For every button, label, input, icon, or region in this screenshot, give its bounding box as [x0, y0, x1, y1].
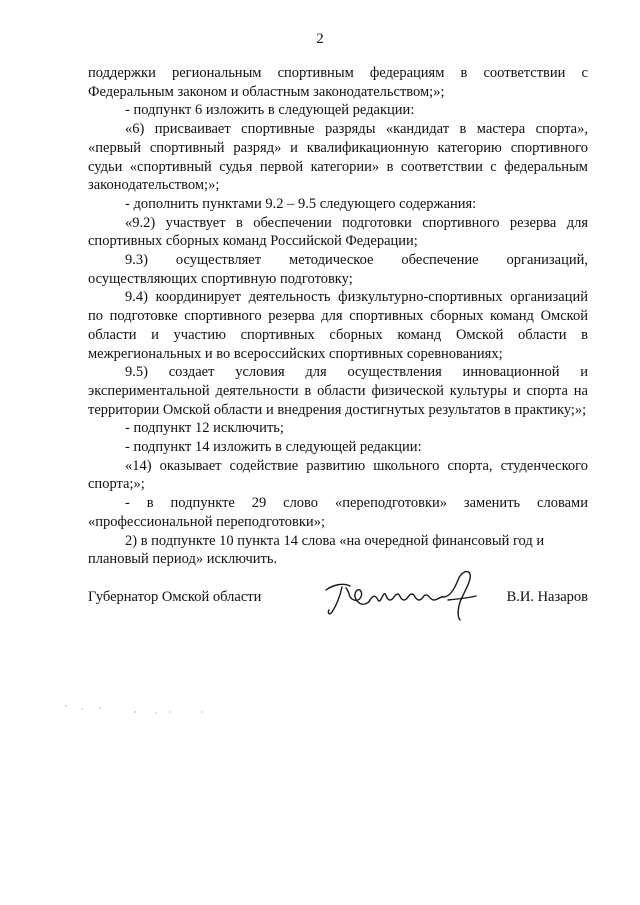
- paragraph: 9.3) осуществляет методическое обеспечение организаций, осуществляющих спортивную подготовку;: [88, 252, 588, 287]
- paragraph: «6) присваивает спортивные разряды «кандидат в мастера спорта», «первый спортивный разряд» и квалификационную категорию спортивного судьи «спортивный судья первой категории» в соответствии с федеральным законодательством;»;: [88, 121, 588, 194]
- paragraph: поддержки региональным спортивным федерациям в соответствии с Федеральным законом и областным законодательством;»;: [88, 65, 588, 100]
- paragraph: - в подпункте 29 слово «переподготовки» заменить словами «профессиональной переподготовки»;: [88, 495, 588, 530]
- scan-specks: [60, 700, 260, 720]
- paragraph: «14) оказывает содействие развитию школьного спорта, студенческого спорта;»;: [88, 457, 588, 493]
- paragraph: 9.5) создает условия для осуществления инновационной и экспериментальной деятельности в области физической культуры и спорта на территории Омской области и внедрения достигнутых результатов в практику;»;: [88, 364, 588, 418]
- paragraph: - дополнить пунктами 9.2 – 9.5 следующего содержания:: [125, 195, 477, 212]
- paragraph: - подпункт 12 исключить;: [125, 420, 284, 437]
- paragraph: 9.4) координирует деятельность физкультурно-спортивных организаций по подготовке спортивного резерва для спортивных сборных команд Омской области и участию спортивных сборных команд Омской области в межрегиональных и во всероссийских спортивных соревнованиях;: [88, 289, 588, 362]
- signatory-title: Губернатор Омской области: [88, 589, 262, 605]
- paragraph: «9.2) участвует в обеспечении подготовки спортивного резерва для спортивных сборных команд Российской Федерации;: [88, 214, 588, 250]
- signature-block: [88, 580, 588, 630]
- document-body: [88, 64, 588, 569]
- paragraph: 2) в подпункте 10 пункта 14 слова «на очередной финансовый год и плановый период» исключить.: [88, 532, 545, 568]
- paragraph: - подпункт 6 изложить в следующей редакции:: [125, 102, 415, 119]
- paragraph: - подпункт 14 изложить в следующей редакции:: [125, 439, 422, 456]
- handwritten-signature: [320, 566, 490, 626]
- page-number: 2: [316, 31, 324, 47]
- signatory-name: В.И. Назаров: [506, 589, 588, 605]
